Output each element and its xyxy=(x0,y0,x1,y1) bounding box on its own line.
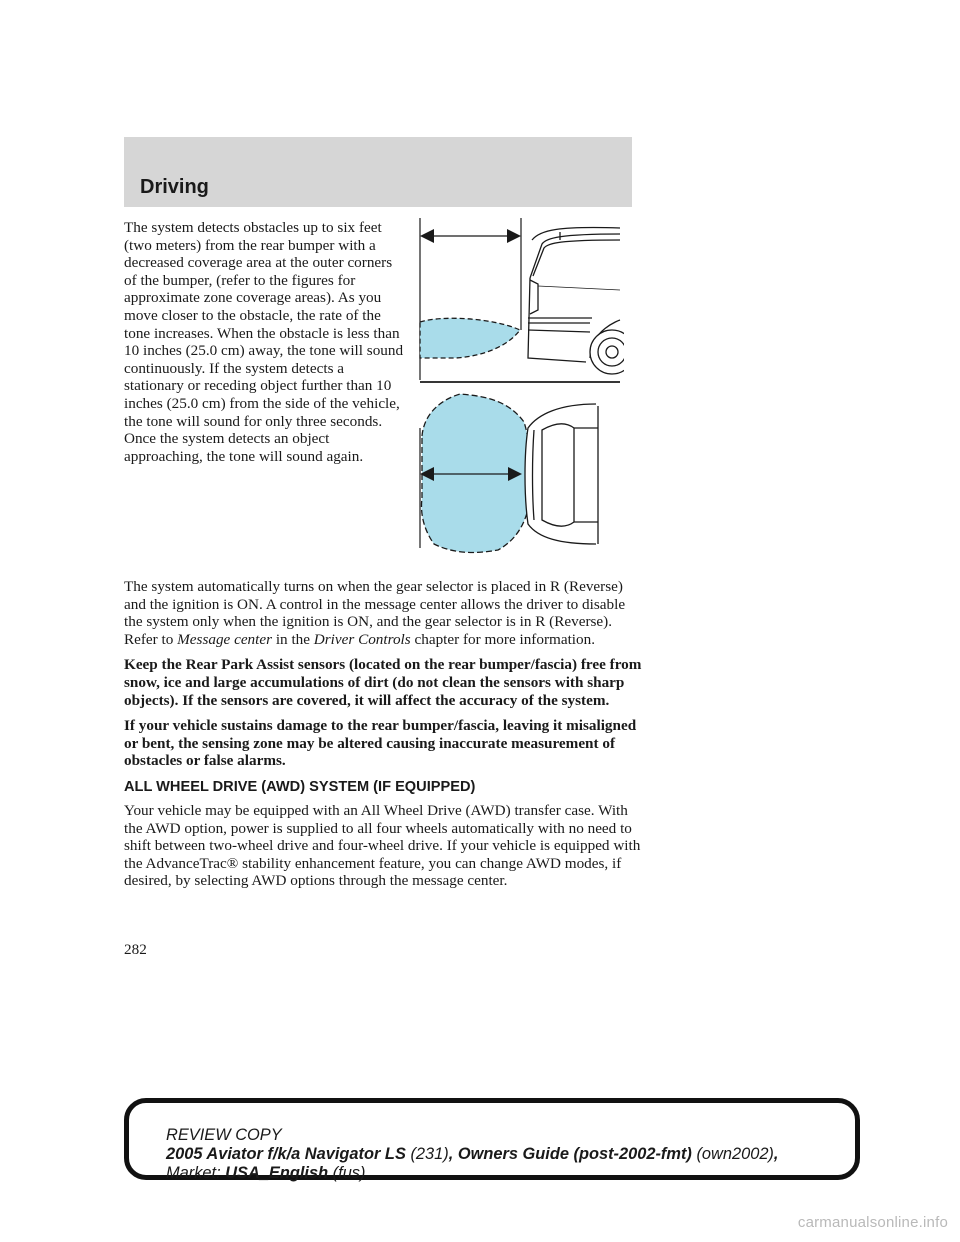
message-center-reference: Message center xyxy=(177,630,273,648)
market-label: Market: xyxy=(166,1164,226,1182)
gear-selector-paragraph xyxy=(124,578,644,648)
section-title: Driving xyxy=(140,176,209,198)
publication-end: , xyxy=(773,1145,779,1163)
guide-code: (own2002) xyxy=(691,1145,774,1163)
para2-text-2: in the xyxy=(272,630,314,648)
intro-paragraph: The system detects obstacles up to six feet (two meters) from the rear bumper with a decreased coverage area at the outer corners of the bumper, (refer to the figures for approximate zone coverage areas). As you move closer to the obstacle, the rate of the tone increases. When the obstacle is less than 10 inches (25.0 cm) away, the tone will sound continuously. If the system detects a stationary or receding object further than 10 inches (25.0 cm) from the side of the vehicle, the tone will sound for only three seconds. Once the system detects an object approaching, the tone will sound again. xyxy=(124,219,404,465)
body-text xyxy=(124,578,644,898)
awd-paragraph: Your vehicle may be equipped with an All Wheel Drive (AWD) transfer case. With the AWD option, power is supplied to all four wheels automatically with no need to shift between two-wheel drive and four-wheel drive. If your vehicle is equipped with the AdvanceTrac® stability enhancement feature, you can change AWD modes, if desired, by selecting AWD options through the message center. xyxy=(124,801,641,890)
market-line xyxy=(166,1164,856,1183)
para2-text-3: chapter for more information. xyxy=(410,630,595,648)
page-number: 282 xyxy=(124,941,147,958)
publication-separator: , xyxy=(448,1145,458,1163)
damage-warning-paragraph: If your vehicle sustains damage to the rear bumper/fascia, leaving it misaligned or bent, the sensing zone may be altered causing inaccurate measurement of obstacles or false alarms. xyxy=(124,717,637,770)
watermark: carmanualsonline.info xyxy=(797,1214,948,1231)
market-value: USA_English xyxy=(225,1164,329,1182)
vehicle-code: (231) xyxy=(405,1145,449,1163)
top-view-diagram xyxy=(420,394,598,552)
awd-heading: ALL WHEEL DRIVE (AWD) SYSTEM (IF EQUIPPED) xyxy=(124,778,476,795)
para2-text-1: The system automatically turns on when the gear selector is placed in R (Reverse) and the ignition is ON. A control in the message center allows the driver to disable the system only when the ignition is ON, and the gear selector is in R (Reverse). Refer to xyxy=(124,578,626,648)
review-copy-line: REVIEW COPY xyxy=(166,1126,282,1144)
side-view-diagram xyxy=(420,218,624,382)
sensor-warning-paragraph: Keep the Rear Park Assist sensors (located on the rear bumper/fascia) free from snow, ice and large accumulations of dirt (do not clean the sensors with sharp objects). If the sensors are covered, it will affect the accuracy of the system. xyxy=(124,656,642,709)
publication-line xyxy=(166,1145,856,1164)
review-copy-text xyxy=(166,1126,856,1183)
guide-title: Owners Guide (post-2002-fmt) xyxy=(457,1145,692,1163)
driver-controls-reference: Driver Controls xyxy=(313,630,411,648)
market-code: (fus) xyxy=(328,1164,366,1182)
vehicle-title: 2005 Aviator f/k/a Navigator LS xyxy=(166,1145,406,1163)
park-assist-figure xyxy=(414,218,624,558)
